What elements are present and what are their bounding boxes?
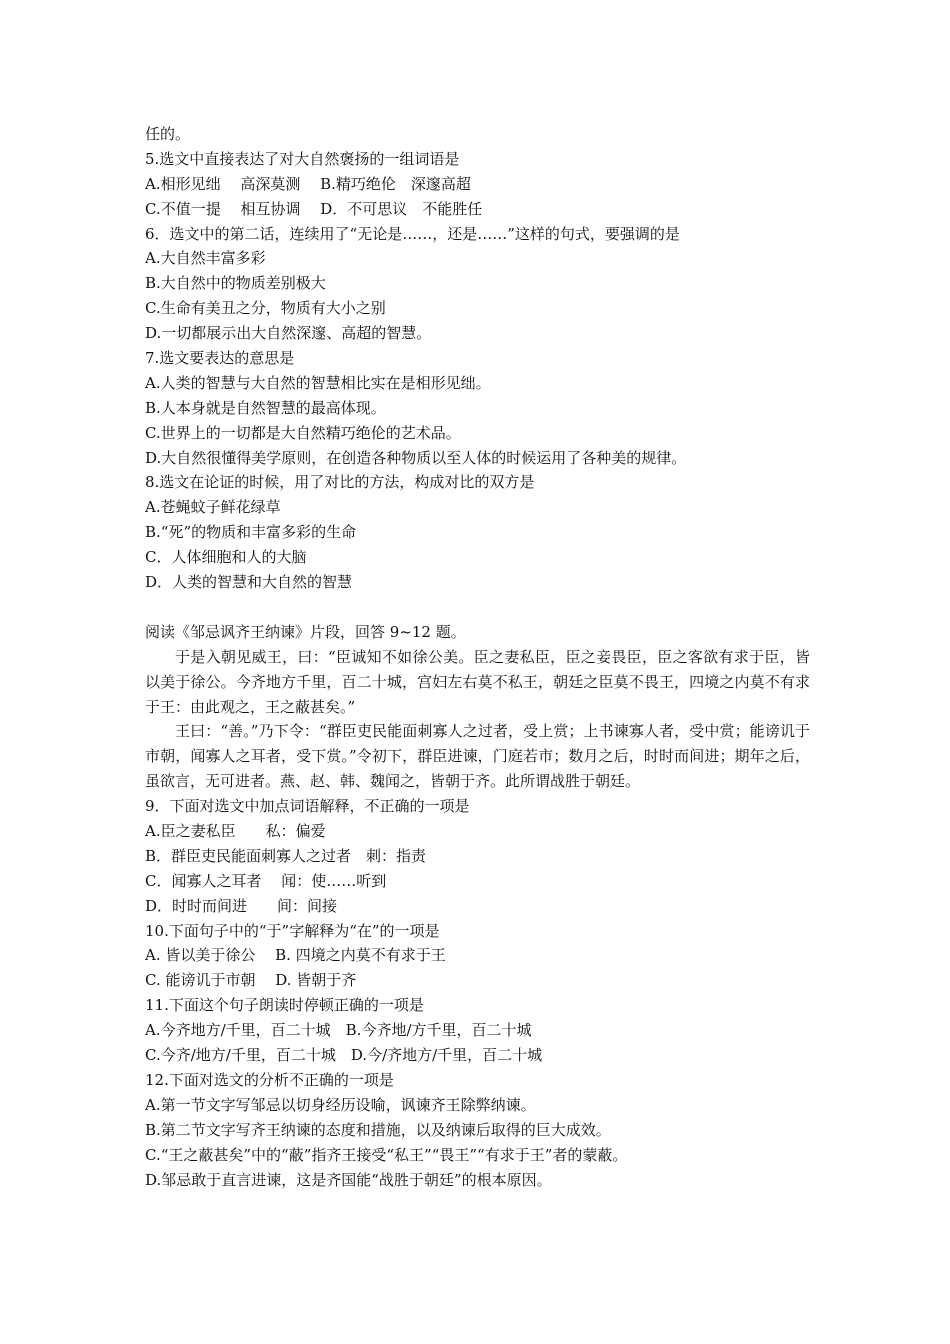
- option-line: C．闻寡人之耳者 闻：使……听到: [145, 871, 387, 890]
- question-5: 5.选文中直接表达了对大自然褒扬的一组词语是: [145, 149, 460, 168]
- option-line: D．时时而间进 间：间接: [145, 896, 338, 915]
- reading-section: [145, 620, 810, 794]
- passage-paragraph-2: 王曰：“善。”乃下令：“群臣吏民能面刺寡人之过者，受上赏；上书谏寡人者，受中赏；能谤讥于市朝，闻寡人之耳者，受下赏。”令初下，群臣进谏，门庭若市；数月之后，时时而间进；期年之后，虽欲言，无可进者。燕、赵、韩、魏闻之，皆朝于齐。此所谓战胜于朝廷。: [145, 722, 810, 791]
- question-6: 6．选文中的第二话，连续用了“无论是……，还是……”这样的句式，要强调的是: [145, 224, 680, 243]
- option-line: A.人类的智慧与大自然的智慧相比实在是相形见绌。: [145, 373, 491, 392]
- option-line: D.邹忌敢于直言进谏，这是齐国能“战胜于朝廷”的根本原因。: [145, 1170, 552, 1189]
- option-line: D.大自然很懂得美学原则，在创造各种物质以至人体的时候运用了各种美的规律。: [145, 448, 687, 467]
- section-gap: [145, 595, 810, 620]
- option-line: A.第一节文字写邹忌以切身经历设喻，讽谏齐王除弊纳谏。: [145, 1095, 536, 1114]
- document-content: [145, 122, 810, 1192]
- question-11: 11.下面这个句子朗读时停顿正确的一项是: [145, 996, 424, 1015]
- option-line: B．群臣吏民能面刺寡人之过者 刺：指责: [145, 846, 427, 865]
- option-line: B.“死”的物质和丰富多彩的生命: [145, 523, 357, 542]
- option-line: A.今齐地方/千里，百二十城 B.今齐地/方千里，百二十城: [145, 1021, 532, 1040]
- option-line: A.大自然丰富多彩: [145, 249, 266, 268]
- passage-paragraph-1: 于是入朝见威王，曰：“臣诚知不如徐公美。臣之妻私臣，臣之妾畏臣，臣之客欲有求于臣，皆以美于徐公。今齐地方千里，百二十城，宫妇左右莫不私王，朝廷之臣莫不畏王，四境之内莫不有求于王：由此观之，王之蔽甚矣。”: [145, 647, 810, 716]
- question-12: 12.下面对选文的分析不正确的一项是: [145, 1070, 394, 1089]
- question-8: 8.选文在论证的时候，用了对比的方法，构成对比的双方是: [145, 473, 535, 492]
- option-line: B.大自然中的物质差别极大: [145, 274, 326, 293]
- option-line: B.人本身就是自然智慧的最高体现。: [145, 398, 386, 417]
- option-line: C．人体细胞和人的大脑: [145, 548, 307, 567]
- option-line: D．人类的智慧和大自然的智慧: [145, 573, 353, 592]
- question-9: 9．下面对选文中加点词语解释，不正确的一项是: [145, 797, 470, 816]
- option-line: A.相形见绌 高深莫测 B.精巧绝伦 深邃高超: [145, 174, 471, 193]
- option-line: B.第二节文字写齐王纳谏的态度和措施，以及纳谏后取得的巨大成效。: [145, 1120, 611, 1139]
- option-line: C.今齐/地方/千里，百二十城 D.今/齐地方/千里，百二十城: [145, 1046, 543, 1065]
- option-line: C.不值一提 相互协调 D．不可思议 不能胜任: [145, 199, 483, 218]
- option-line: C.生命有美丑之分，物质有大小之别: [145, 299, 386, 318]
- option-line: C.世界上的一切都是大自然精巧绝伦的艺术品。: [145, 423, 461, 442]
- question-7: 7.选文要表达的意思是: [145, 349, 295, 368]
- option-line: D.一切都展示出大自然深邃、高超的智慧。: [145, 324, 432, 343]
- option-line: A.臣之妻私臣 私：偏爱: [145, 822, 326, 841]
- questions-9-12: [145, 794, 810, 1192]
- option-line: A.苍蝇蚊子鲜花绿草: [145, 498, 281, 517]
- option-line: A. 皆以美于徐公 B. 四境之内莫不有求于王: [145, 946, 446, 965]
- text-line: 任的。: [145, 125, 191, 143]
- option-line: C. 能谤讥于市朝 D. 皆朝于齐: [145, 971, 357, 990]
- questions-5-8: [145, 122, 810, 595]
- reading-intro: 阅读《邹忌讽齐王纳谏》片段，回答 9~12 题。: [145, 622, 466, 641]
- option-line: C.“王之蔽甚矣”中的“蔽”指齐王接受“私王”“畏王”“有求于王”者的蒙蔽。: [145, 1145, 628, 1164]
- question-10: 10.下面句子中的“于”字解释为“在”的一项是: [145, 921, 440, 940]
